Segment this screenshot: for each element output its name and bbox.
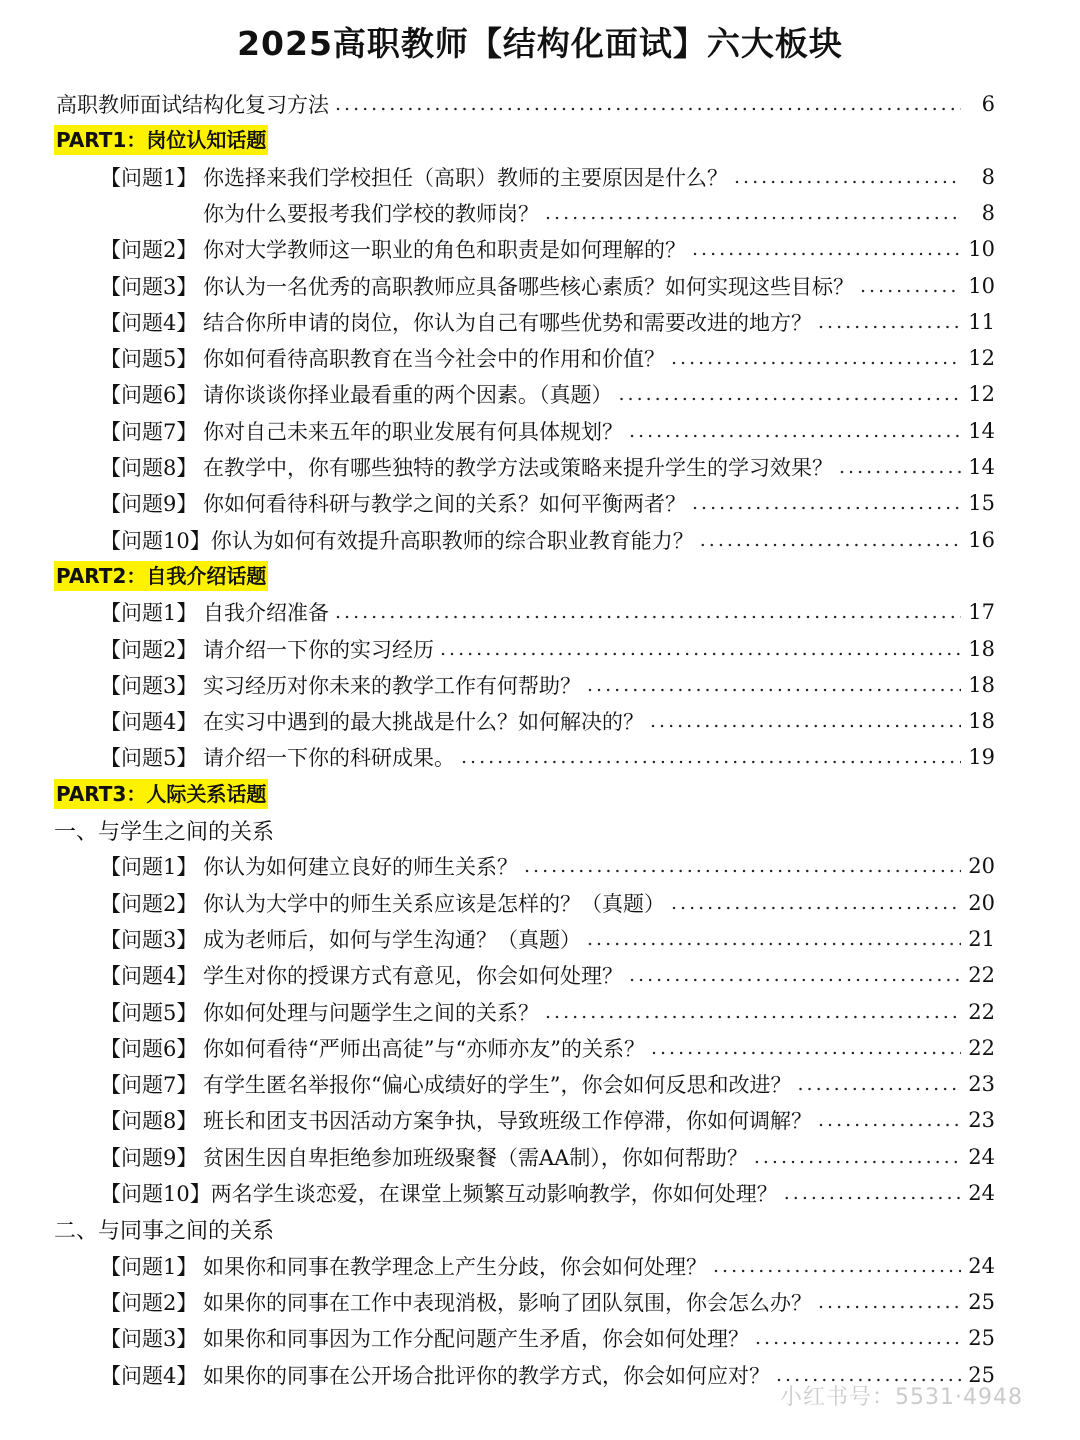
page-number: 25 xyxy=(968,1326,995,1351)
toc-entry[interactable] xyxy=(100,1248,995,1284)
entry-title: 如果你的同事在公开场合批评你的教学方式，你会如何应对？ xyxy=(203,1363,770,1388)
entry-title: 你为什么要报考我们学校的教师岗？ xyxy=(203,201,539,226)
entry-title: 你认为如何建立良好的师生关系？ xyxy=(203,855,518,880)
page-number: 23 xyxy=(968,1072,995,1097)
page-number: 18 xyxy=(968,672,995,697)
question-label: 【问题7】 xyxy=(100,419,198,444)
entry-title: 如果你和同事在教学理念上产生分歧，你会如何处理？ xyxy=(203,1254,707,1279)
watermark: 小红书号：5531·4948 xyxy=(780,1385,1023,1410)
dot-leader xyxy=(818,1291,961,1313)
question-label: 【问题7】 xyxy=(100,1073,198,1098)
page-number: 20 xyxy=(968,854,995,879)
question-label: 【问题2】 xyxy=(100,1290,198,1315)
entry-title: 学生对你的授课方式有意见，你会如何处理？ xyxy=(203,964,623,989)
toc-entry[interactable] xyxy=(100,340,995,376)
document-title: 2025高职教师【结构化面试】六大板块 xyxy=(237,24,843,63)
question-label: 【问题1】 xyxy=(100,165,198,190)
entry-title: 两名学生谈恋爱，在课堂上频繁互动影响教学，你如何处理？ xyxy=(210,1182,778,1206)
toc-entry[interactable] xyxy=(100,159,995,195)
dot-leader xyxy=(440,638,961,660)
entry-title: 你认为如何有效提升高职教师的综合职业教育能力？ xyxy=(210,528,694,553)
part-heading-text: PART2：自我介绍话题 xyxy=(54,561,268,591)
question-label: 【问题5】 xyxy=(100,1000,198,1025)
entry-title: 结合你所申请的岗位，你认为自己有哪些优势和需要改进的地方？ xyxy=(203,310,812,335)
dot-leader xyxy=(629,420,961,442)
toc-entry[interactable] xyxy=(100,485,995,521)
toc-entry[interactable] xyxy=(100,376,995,412)
toc-entry[interactable] xyxy=(100,1066,995,1102)
page-number: 6 xyxy=(981,92,995,116)
entry-title: 在实习中遇到的最大挑战是什么？如何解决的？ xyxy=(203,710,644,735)
question-label: 【问题4】 xyxy=(100,1363,198,1388)
dot-leader xyxy=(797,1073,961,1095)
entry-title: 在教学中，你有哪些独特的教学方法或策略来提升学生的学习效果？ xyxy=(203,456,833,480)
entry-title: 自我介绍准备 xyxy=(203,601,329,626)
dot-leader xyxy=(545,1001,961,1023)
entry-title: 有学生匿名举报你“偏心成绩好的学生”，你会如何反思和改进？ xyxy=(203,1073,792,1098)
entry-title: 你认为大学中的师生关系应该是怎样的？（真题） xyxy=(203,891,665,916)
entry-title: 请你谈谈你择业最看重的两个因素。（真题） xyxy=(203,383,613,408)
entry-title: 你如何看待高职教育在当今社会中的作用和价值？ xyxy=(203,347,665,372)
question-label: 【问题2】 xyxy=(100,891,198,916)
dot-leader xyxy=(818,311,961,333)
entry-title: 班长和团支书因活动方案争执，导致班级工作停滞，你如何调解？ xyxy=(203,1109,812,1134)
question-label: 【问题6】 xyxy=(100,383,198,408)
page-number: 8 xyxy=(981,164,995,189)
page-number: 14 xyxy=(968,455,995,479)
dot-leader xyxy=(461,746,961,768)
section-heading: 二、与同事之间的关系 xyxy=(54,1218,275,1244)
dot-leader xyxy=(713,1255,961,1277)
toc-entry[interactable] xyxy=(100,1284,995,1320)
page-number: 22 xyxy=(968,1035,995,1060)
toc-entry[interactable] xyxy=(100,413,995,449)
page-number: 20 xyxy=(968,890,995,915)
page-number: 17 xyxy=(968,600,995,625)
part-heading-text: PART3：人际关系话题 xyxy=(54,779,268,809)
page-number: 24 xyxy=(968,1181,995,1205)
dot-leader xyxy=(545,202,961,224)
entry-title: 成为老师后，如何与学生沟通？（真题） xyxy=(203,927,581,952)
question-label: 【问题10】 xyxy=(100,528,211,553)
entry-title: 实习经历对你未来的教学工作有何帮助？ xyxy=(203,673,581,698)
dot-leader xyxy=(629,964,961,986)
toc-entry[interactable] xyxy=(100,594,995,630)
page-number: 22 xyxy=(968,999,995,1024)
dot-leader xyxy=(671,347,961,369)
entry-title: 你认为一名优秀的高职教师应具备哪些核心素质？如何实现这些目标？ xyxy=(203,274,854,299)
part2-heading xyxy=(54,558,268,594)
page-number: 23 xyxy=(968,1108,995,1133)
toc-entry[interactable] xyxy=(100,631,995,667)
page-number: 24 xyxy=(968,1253,995,1278)
question-label: 【问题8】 xyxy=(100,456,198,480)
dot-leader xyxy=(524,855,961,877)
part-heading-text: PART1：岗位认知话题 xyxy=(54,125,268,155)
page-number: 16 xyxy=(968,527,995,552)
dot-leader xyxy=(692,492,961,514)
toc-entry[interactable] xyxy=(100,667,995,703)
dot-leader xyxy=(671,892,961,914)
page-number: 14 xyxy=(968,418,995,443)
page-number: 19 xyxy=(968,745,995,770)
toc-entry[interactable] xyxy=(100,268,995,304)
toc-entry[interactable] xyxy=(100,957,995,993)
entry-title: 请介绍一下你的科研成果。 xyxy=(203,746,455,771)
dot-leader xyxy=(754,1146,961,1168)
question-label: 【问题5】 xyxy=(100,746,198,771)
page-number: 21 xyxy=(968,926,995,951)
toc-entry[interactable] xyxy=(100,449,995,485)
toc-entry[interactable] xyxy=(100,231,995,267)
question-label: 【问题3】 xyxy=(100,673,198,698)
toc-entry[interactable] xyxy=(100,304,995,340)
entry-title: 如果你的同事在工作中表现消极，影响了团队氛围，你会怎么办？ xyxy=(203,1290,812,1315)
question-label: 【问题2】 xyxy=(100,238,198,263)
toc-entry[interactable] xyxy=(100,994,995,1030)
entry-title: 你如何看待“严师出高徒”与“亦师亦友”的关系？ xyxy=(203,1036,645,1061)
page-number: 15 xyxy=(968,491,995,516)
dot-leader xyxy=(755,1327,961,1349)
dot-leader xyxy=(784,1182,961,1204)
dot-leader xyxy=(335,601,961,623)
page-number: 25 xyxy=(968,1362,995,1387)
question-label: 【问题1】 xyxy=(100,601,198,626)
section-heading: 一、与学生之间的关系 xyxy=(54,819,275,845)
toc-entry[interactable] xyxy=(100,522,995,558)
dot-leader xyxy=(650,710,961,732)
dot-leader xyxy=(860,275,961,297)
entry-title: 你对自己未来五年的职业发展有何具体规划？ xyxy=(203,419,623,444)
dot-leader xyxy=(587,928,961,950)
toc-entry[interactable] xyxy=(100,1175,995,1211)
page-number: 10 xyxy=(968,273,995,298)
page-number: 11 xyxy=(968,309,995,334)
dot-leader xyxy=(700,529,961,551)
page-number: 22 xyxy=(968,963,995,988)
toc-entry[interactable] xyxy=(100,703,995,739)
toc-entry[interactable] xyxy=(100,1320,995,1356)
toc-entry[interactable] xyxy=(100,1139,995,1175)
page-number: 25 xyxy=(968,1289,995,1314)
page-number: 24 xyxy=(968,1144,995,1169)
page-number: 12 xyxy=(968,382,995,407)
toc-entry[interactable] xyxy=(100,1030,995,1066)
entry-title: 贫困生因自卑拒绝参加班级聚餐（需AA制），你如何帮助？ xyxy=(203,1145,748,1170)
entry-title: 如果你和同事因为工作分配问题产生矛盾，你会如何处理？ xyxy=(203,1327,749,1352)
toc-entry[interactable] xyxy=(100,885,995,921)
entry-title: 你选择来我们学校担任（高职）教师的主要原因是什么？ xyxy=(203,165,728,190)
dot-leader xyxy=(335,93,961,115)
part1-heading xyxy=(54,122,268,158)
dot-leader xyxy=(818,1109,961,1131)
page-number: 10 xyxy=(968,237,995,262)
entry-title: 你如何处理与问题学生之间的关系？ xyxy=(203,1000,539,1025)
question-label: 【问题9】 xyxy=(100,1145,198,1170)
dot-leader xyxy=(839,456,961,478)
question-label: 【问题5】 xyxy=(100,347,198,372)
dot-leader xyxy=(587,674,961,696)
toc-entry[interactable] xyxy=(100,848,995,884)
dot-leader xyxy=(619,383,962,405)
question-label: 【问题6】 xyxy=(100,1036,198,1061)
entry-title: 高职教师面试结构化复习方法 xyxy=(56,93,329,117)
question-label: 【问题4】 xyxy=(100,964,198,989)
toc-entry[interactable] xyxy=(100,1102,995,1138)
page-number: 12 xyxy=(968,346,995,371)
dot-leader xyxy=(692,238,961,260)
dot-leader xyxy=(651,1037,961,1059)
part3-heading xyxy=(54,776,268,812)
question-label: 【问题1】 xyxy=(100,855,198,880)
page-number: 18 xyxy=(968,636,995,661)
question-label: 【问题1】 xyxy=(100,1254,198,1279)
page-number: 8 xyxy=(981,200,995,225)
question-label: 【问题2】 xyxy=(100,637,198,662)
dot-leader xyxy=(734,166,961,188)
toc-entry[interactable] xyxy=(100,921,995,957)
question-label: 【问题3】 xyxy=(100,927,198,952)
toc-entry[interactable] xyxy=(100,195,995,231)
question-label: 【问题8】 xyxy=(100,1109,198,1134)
question-label: 【问题10】 xyxy=(100,1182,211,1206)
page-number: 18 xyxy=(968,709,995,734)
question-label: 【问题4】 xyxy=(100,310,198,335)
entry-title: 请介绍一下你的实习经历 xyxy=(203,637,434,662)
entry-title: 你如何看待科研与教学之间的关系？如何平衡两者？ xyxy=(203,492,686,517)
question-label: 【问题3】 xyxy=(100,274,198,299)
entry-title: 你对大学教师这一职业的角色和职责是如何理解的？ xyxy=(203,238,686,263)
question-label: 【问题4】 xyxy=(100,710,198,735)
question-label: 【问题3】 xyxy=(100,1327,198,1352)
toc-entry-intro[interactable] xyxy=(56,86,995,122)
toc-entry[interactable] xyxy=(100,739,995,775)
question-label: 【问题9】 xyxy=(100,492,198,517)
